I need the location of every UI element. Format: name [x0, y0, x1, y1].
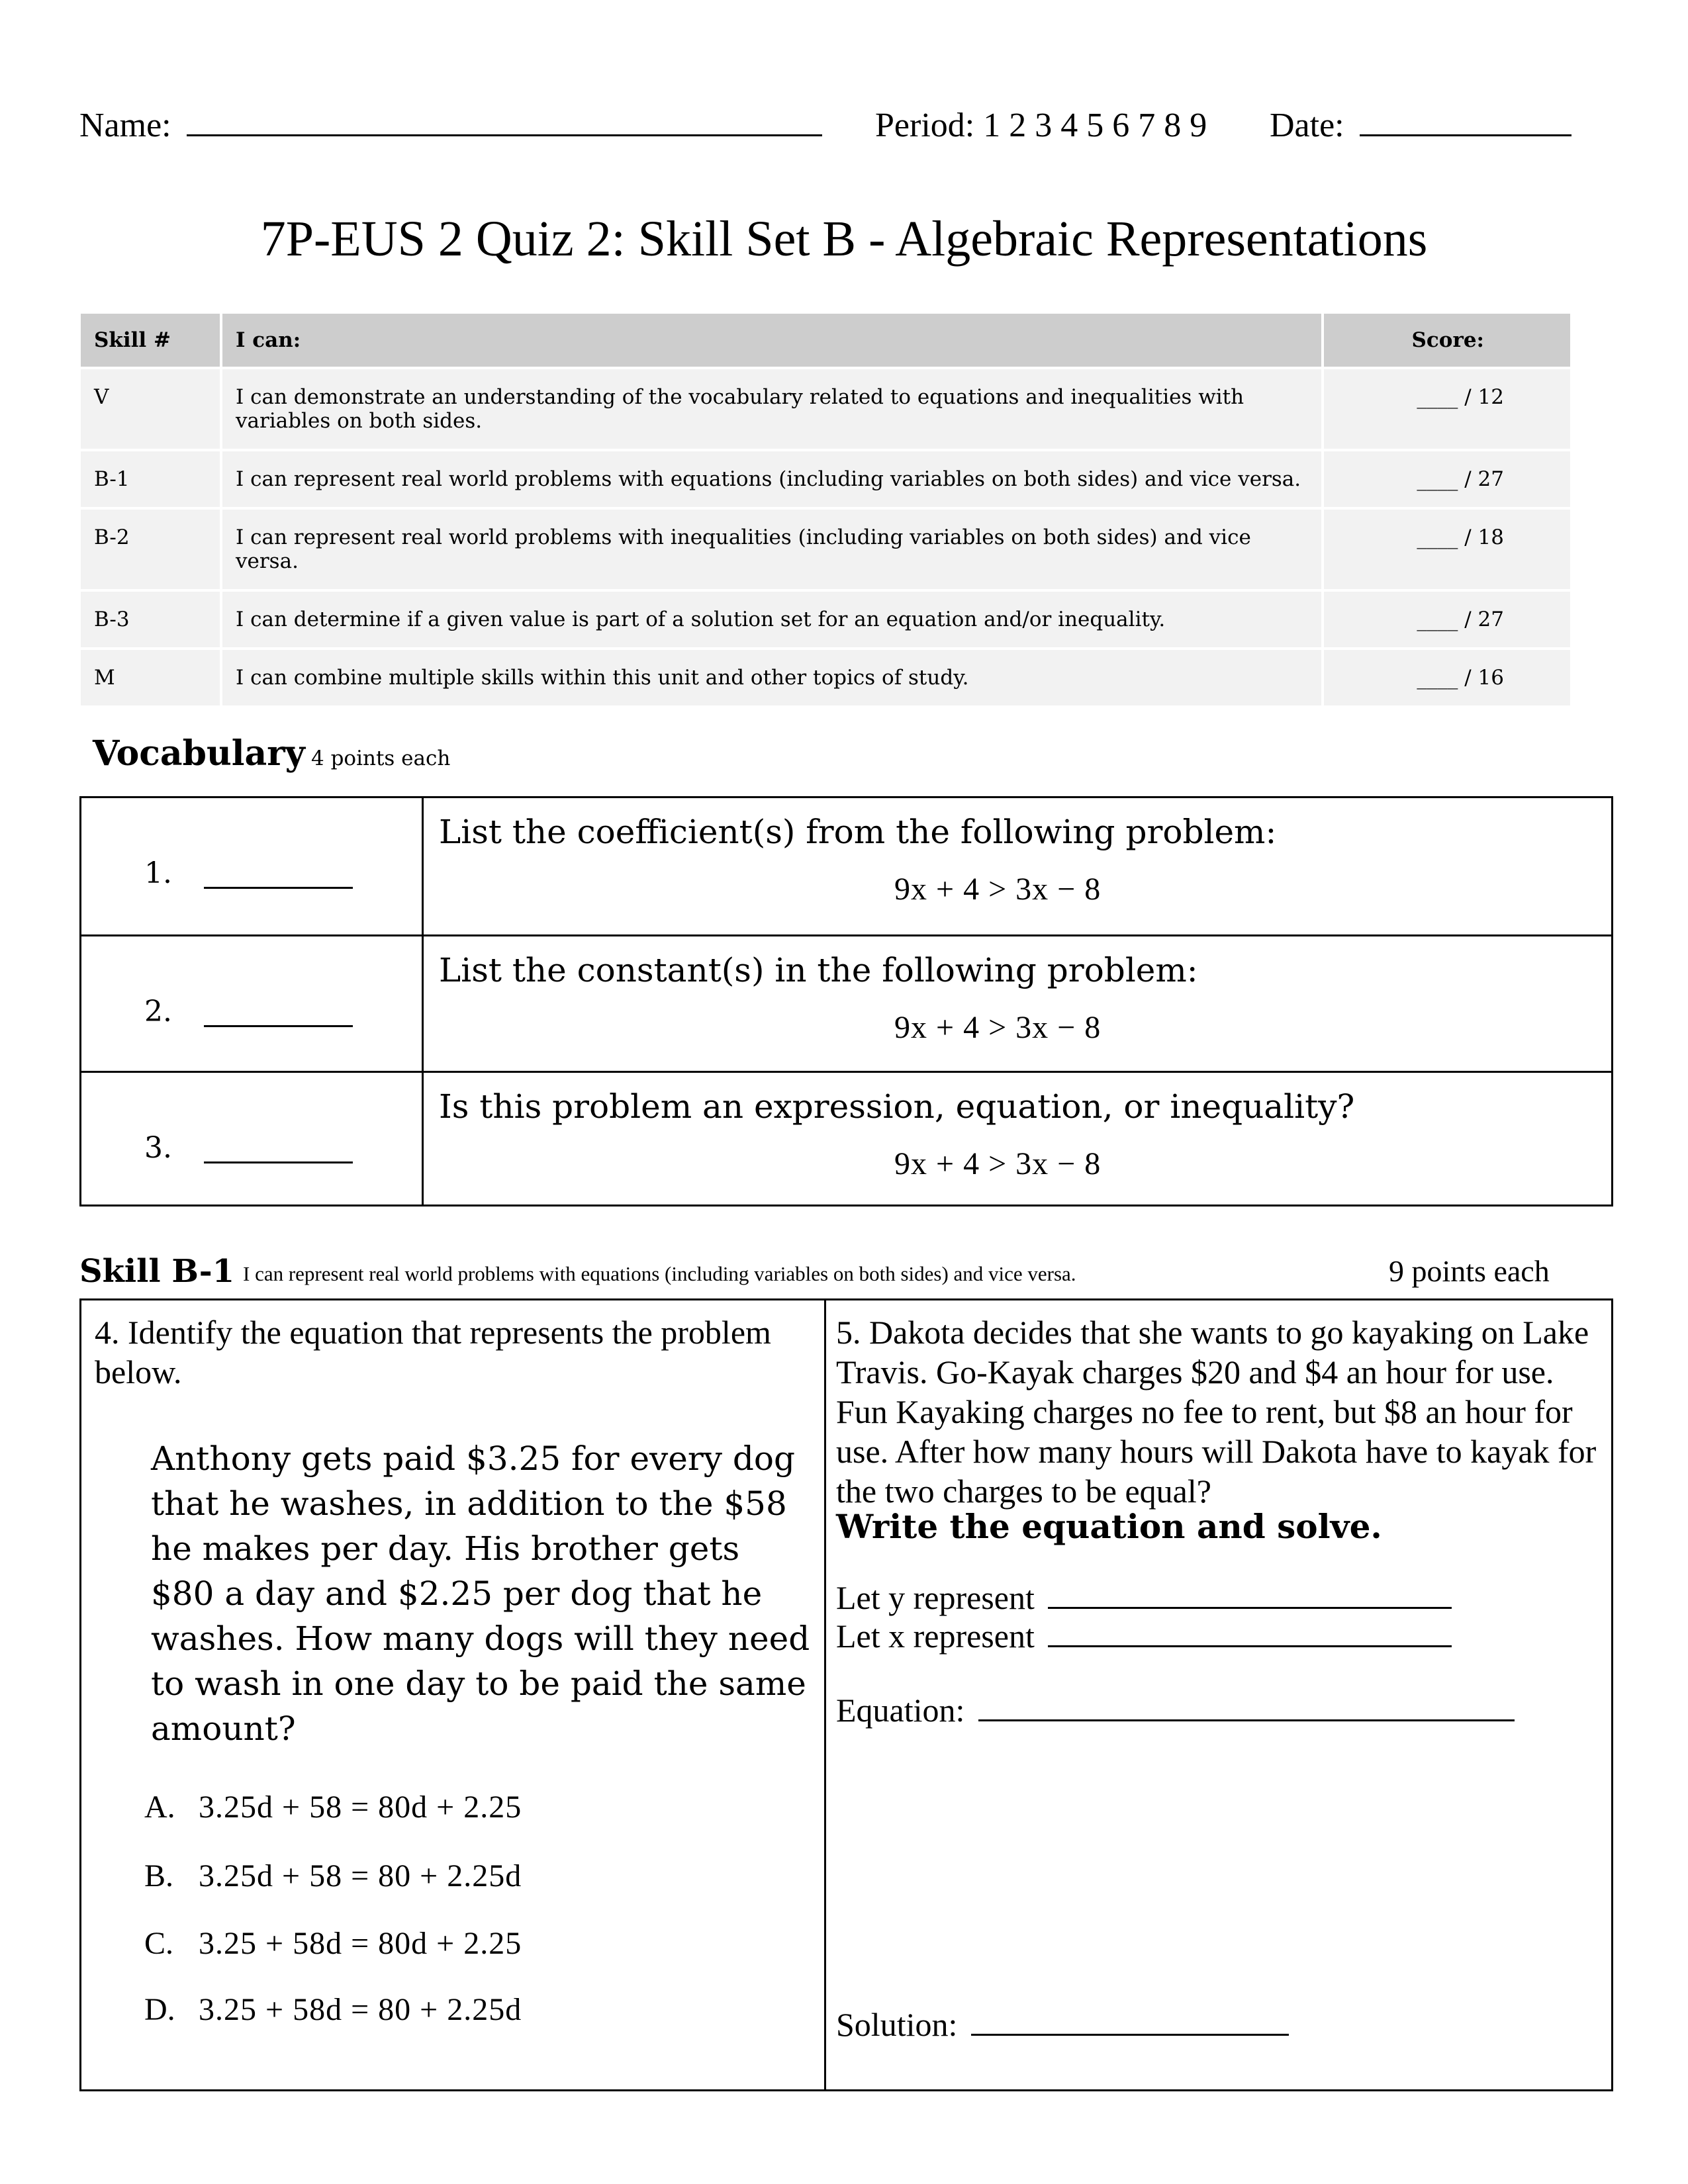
choice-label: C.: [144, 1926, 174, 1961]
answer-blank[interactable]: [204, 1139, 353, 1163]
vocab-question-2: [81, 934, 1611, 1071]
period-label: Period: 1 2 3 4 5 6 7 8 9: [875, 107, 1207, 144]
question-number: 3.: [144, 1131, 172, 1165]
skill-id: B-2: [81, 510, 220, 589]
table-row: [81, 592, 1570, 647]
let-x-blank[interactable]: [1048, 1645, 1452, 1647]
equation-blank[interactable]: [978, 1719, 1515, 1721]
choice-label: D.: [144, 1992, 175, 2027]
question-prompt: List the coefficient(s) from the following problem:: [439, 813, 1277, 851]
skill-id: B-1: [81, 451, 220, 507]
question-number: 2.: [144, 995, 172, 1028]
choice-d[interactable]: [144, 1991, 522, 2028]
q5-instruction: Write the equation and solve.: [836, 1507, 1382, 1546]
math-expression: 9x + 4 > 3x − 8: [894, 1146, 1102, 1181]
table-row: [81, 369, 1570, 449]
table-row: [81, 451, 1570, 507]
date-field[interactable]: [1270, 106, 1571, 145]
name-label: Name:: [79, 107, 171, 144]
name-field[interactable]: [79, 106, 822, 145]
skill-description: I can represent real world problems with inequalities (including variables on both sides) and vice versa.: [222, 510, 1321, 589]
skill-description: I can determine if a given value is part of a solution set for an equation and/or inequality.: [222, 592, 1321, 647]
equation-label: Equation:: [836, 1692, 965, 1729]
choice-b[interactable]: [144, 1858, 522, 1894]
answer-blank[interactable]: [204, 1003, 353, 1027]
skill-id: M: [81, 650, 220, 705]
skill-description: I can combine multiple skills within this unit and other topics of study.: [222, 650, 1321, 705]
let-y-label: Let y represent: [836, 1579, 1035, 1616]
table-row: [81, 510, 1570, 589]
answer-blank[interactable]: [204, 864, 353, 889]
choice-a[interactable]: [144, 1789, 522, 1825]
skill-id: V: [81, 369, 220, 449]
skill-description: I can demonstrate an understanding of the vocabulary related to equations and inequalities with variables on both sides.: [222, 369, 1321, 449]
question-prompt: List the constant(s) in the following problem:: [439, 951, 1198, 989]
skill-score: ____ / 18: [1324, 510, 1570, 589]
date-blank[interactable]: [1360, 134, 1571, 136]
skills-table: [78, 311, 1573, 708]
choice-equation: 3.25 + 58d = 80 + 2.25d: [199, 1992, 522, 2027]
skill-score: ____ / 27: [1324, 592, 1570, 647]
i-can-header: I can:: [222, 314, 1321, 367]
vocab-question-1: [81, 798, 1611, 934]
choice-equation: 3.25 + 58d = 80d + 2.25: [199, 1926, 522, 1961]
solution-blank[interactable]: [971, 2034, 1289, 2036]
q4-story: Anthony gets paid $3.25 for every dog that he washes, in addition to the $58 he makes per day. His brother gets $80 a day and $2.25 per dog that he washes. How many dogs will they need to wash in one day to be paid the same amount?: [151, 1439, 810, 1748]
math-expression: 9x + 4 > 3x − 8: [894, 1010, 1102, 1045]
skill-b1-box: [79, 1298, 1613, 2091]
choice-equation: 3.25d + 58 = 80d + 2.25: [199, 1790, 522, 1825]
vocabulary-box: [79, 796, 1613, 1206]
skill-number-header: Skill #: [81, 314, 220, 367]
skill-id: B-3: [81, 592, 220, 647]
equation-field[interactable]: [836, 1691, 1515, 1729]
table-row: [81, 650, 1570, 705]
choice-equation: 3.25d + 58 = 80 + 2.25d: [199, 1858, 522, 1893]
let-x-label: Let x represent: [836, 1617, 1035, 1655]
let-y-field[interactable]: [836, 1578, 1452, 1617]
date-label: Date:: [1270, 107, 1344, 144]
solution-label: Solution:: [836, 2006, 958, 2043]
skill-b1-description: I can represent real world problems with equations (including variables on both sides) and vice versa.: [243, 1262, 1076, 1285]
q5-prompt: 5. Dakota decides that she wants to go kayaking on Lake Travis. Go-Kayak charges $20 and $4 an hour for use. Fun Kayaking charges no fee to rent, but $8 an hour for use. After how many hours will Dakota have to kayak for the two charges to be equal?: [836, 1314, 1597, 1510]
q4-prompt: 4. Identify the equation that represents the problem below.: [95, 1314, 771, 1390]
skill-b1-divider: [824, 1300, 826, 2089]
vocabulary-heading: Vocabulary: [93, 733, 305, 774]
vocab-question-3: [81, 1071, 1611, 1207]
solution-field[interactable]: [836, 2005, 1289, 2044]
skill-score: ____ / 27: [1324, 451, 1570, 507]
choice-c[interactable]: [144, 1925, 522, 1962]
skill-b1-points: 9 points each: [1389, 1254, 1550, 1288]
skill-score: ____ / 12: [1324, 369, 1570, 449]
question-prompt: Is this problem an expression, equation, or inequality?: [439, 1087, 1355, 1126]
skill-description: I can represent real world problems with equations (including variables on both sides) and vice versa.: [222, 451, 1321, 507]
choice-label: B.: [144, 1858, 174, 1893]
skill-b1-heading: Skill B-1: [79, 1253, 235, 1290]
name-blank[interactable]: [187, 134, 822, 136]
choice-label: A.: [144, 1790, 175, 1825]
page-title: 7P-EUS 2 Quiz 2: Skill Set B - Algebraic Representations: [260, 211, 1428, 267]
skill-score: ____ / 16: [1324, 650, 1570, 705]
let-y-blank[interactable]: [1048, 1607, 1452, 1609]
let-x-field[interactable]: [836, 1617, 1452, 1655]
math-expression: 9x + 4 > 3x − 8: [894, 872, 1102, 907]
question-number: 1.: [144, 856, 172, 890]
vocabulary-points: 4 points each: [311, 747, 451, 770]
score-header: Score:: [1324, 314, 1570, 367]
skills-header-row: [81, 314, 1570, 367]
